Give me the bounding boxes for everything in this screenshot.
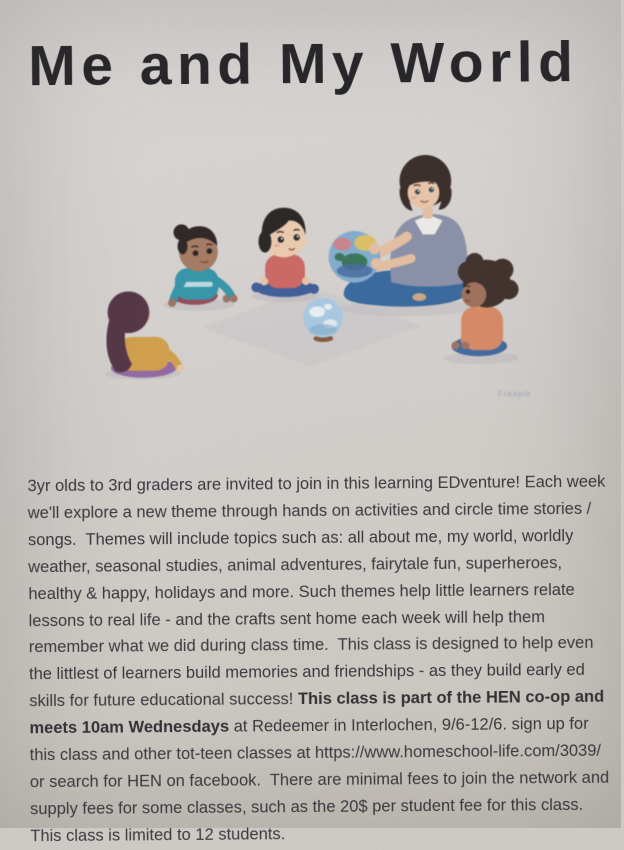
boy-red-shirt-on-cushion [251, 207, 319, 302]
paragraph-text-1: 3yr olds to 3rd graders are invited to join in this learning EDventure! Each week we'll explore a new theme through hands on activities and circle time stories / songs. Themes will include topics such as: all about me, my world, worldly weather, seasonal studies, animal adventures, fairytale fun, superheroes, healthy & happy, holidays and more. Such themes help little learners relate lessons to real life - and the crafts sent home each week will help them remember what we did during class time. This class is designed to help even the littlest of learners build memories and friendships - as they build early ed skills for future educational success! [27, 472, 611, 711]
watermark: Freepik [497, 389, 532, 399]
child-teal-shirt [163, 224, 238, 311]
flyer-title: Me and My World [28, 29, 579, 99]
flyer-paragraph [27, 469, 619, 850]
paragraph-text-2: at Redeemer in Interlochen, 9/6-12/6. sign up for this class and other tot-teen classes at https://www.homeschool-life.com/3039/ or search for HEN on facebook. There are minimal fees to join the network and supply fees for some classes, such as the 20$ per student fee for this class. This class is limited to 12 students. [29, 714, 614, 845]
classroom-illustration [76, 140, 540, 432]
paragraph-bold-text: This class is part of the HEN co-op and meets 10am Wednesdays [29, 687, 609, 738]
